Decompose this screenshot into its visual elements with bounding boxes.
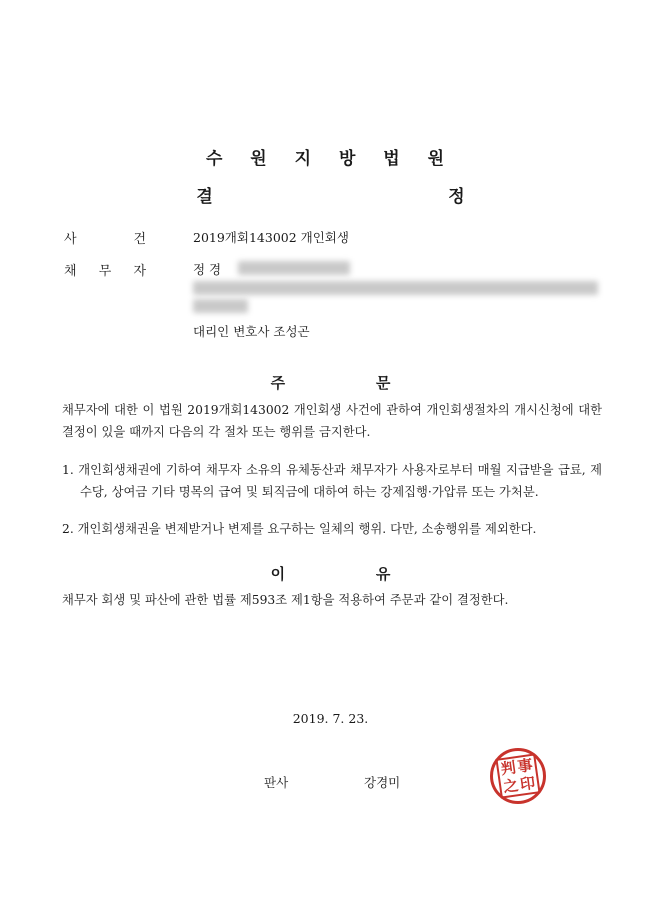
order-item-2: 2. 개인회생채권을 변제받거나 변제를 요구하는 일체의 행위. 다만, 소송행위를 제외한다. bbox=[62, 522, 537, 536]
redacted-address-line-1 bbox=[193, 281, 598, 295]
order-heading-right: 문 bbox=[375, 374, 391, 392]
order-heading-left: 주 bbox=[270, 374, 286, 392]
debtor-label-char: 채 bbox=[64, 264, 77, 279]
reason-heading bbox=[0, 563, 661, 584]
redacted-address-line-2 bbox=[193, 299, 248, 313]
judge-title: 판사 bbox=[264, 775, 289, 790]
title-char-right: 정 bbox=[448, 187, 465, 207]
judge-seal-stamp bbox=[490, 748, 546, 804]
seal-characters bbox=[495, 753, 540, 798]
debtor-label bbox=[64, 260, 146, 279]
reason-heading-left: 이 bbox=[270, 565, 286, 583]
case-label bbox=[64, 228, 146, 247]
title-char-left: 결 bbox=[196, 187, 213, 207]
seal-char: 判 bbox=[499, 757, 517, 778]
court-name: 수 원 지 방 법 원 bbox=[205, 149, 456, 169]
redacted-name bbox=[238, 261, 350, 275]
debtor-label-char: 무 bbox=[98, 264, 112, 279]
seal-char: 印 bbox=[518, 773, 537, 794]
seal-char: 之 bbox=[502, 775, 520, 796]
case-number: 2019개회143002 개인회생 bbox=[193, 230, 349, 245]
debtor-label-char: 자 bbox=[133, 264, 146, 279]
document-title bbox=[0, 182, 661, 207]
case-label-char: 건 bbox=[133, 232, 146, 247]
order-heading bbox=[0, 372, 661, 393]
decision-date: 2019. 7. 23. bbox=[292, 711, 369, 726]
order-item-1: 1. 개인회생채권에 기하여 채무자 소유의 유체동산과 채무자가 사용자로부터 매월 지급받을 급료, 제수당, 상여금 기타 명목의 급여 및 퇴직금에 대하여 하는 강제집행·가압류 또는 가처분. bbox=[62, 463, 602, 499]
debtor-name: 정 경 bbox=[193, 262, 222, 277]
reason-heading-right: 유 bbox=[375, 565, 391, 583]
judge-name: 강경미 bbox=[364, 775, 401, 790]
case-label-char: 사 bbox=[64, 232, 77, 247]
agent-attorney: 대리인 변호사 조성곤 bbox=[193, 324, 310, 339]
reason-text: 채무자 회생 및 파산에 관한 법률 제593조 제1항을 적용하여 주문과 같이 결정한다. bbox=[62, 593, 509, 607]
order-intro: 채무자에 대한 이 법원 2019개회143002 개인회생 사건에 관하여 개인회생절차의 개시신청에 대한 결정이 있을 때까지 다음의 각 절차 또는 행위를 금지한다. bbox=[62, 403, 602, 439]
seal-char: 事 bbox=[516, 755, 534, 776]
